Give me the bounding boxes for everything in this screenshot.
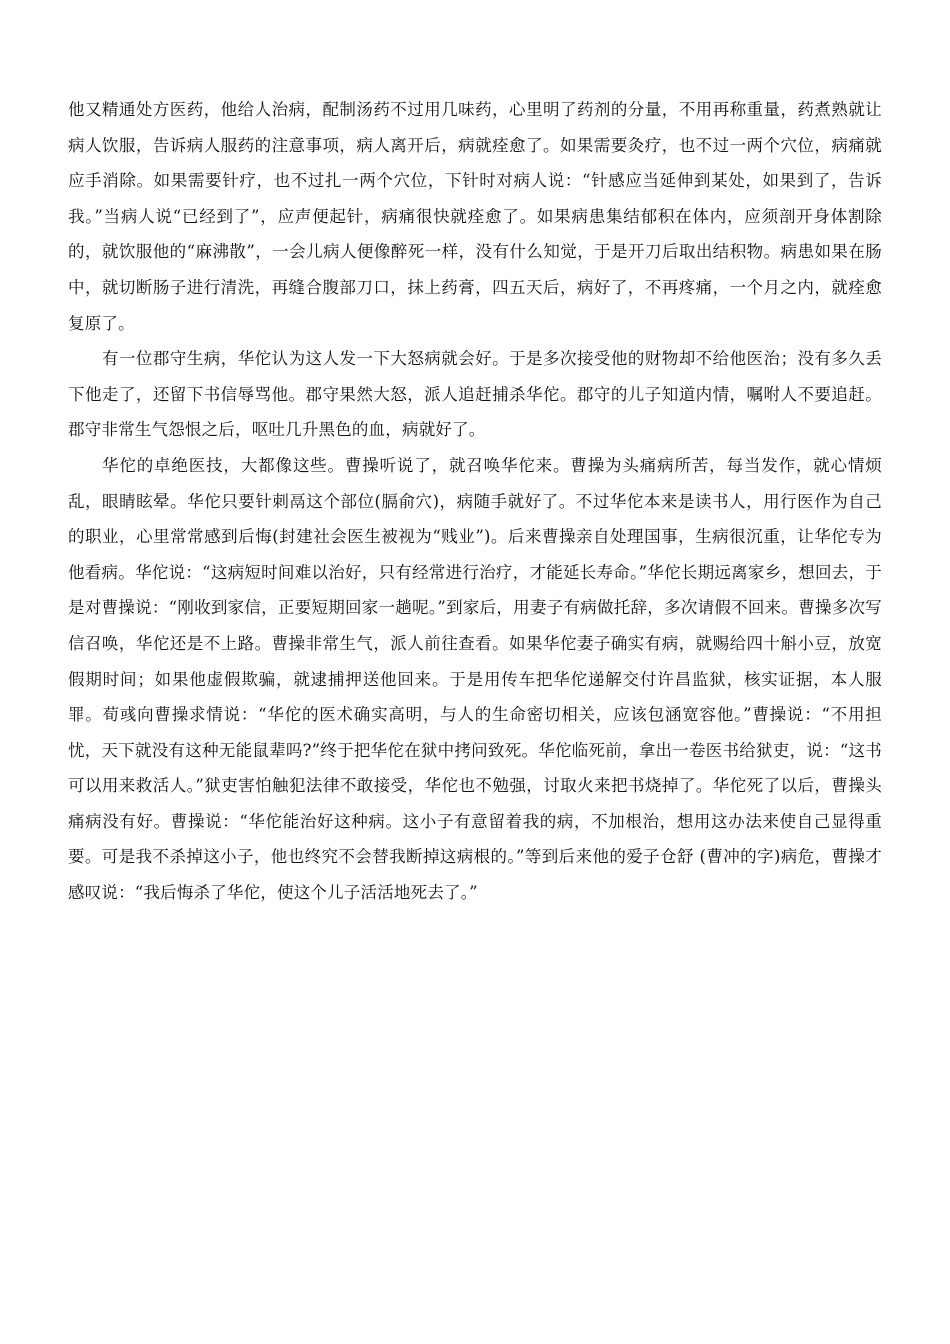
paragraph-prefect-anger: 有一位郡守生病，华佗认为这人发一下大怒病就会好。于是多次接受他的财物却不给他医治；没有多久丢下他走了，还留下书信辱骂他。郡守果然大怒，派人追赶捕杀华佗。郡守的儿子知道内情，嘱咐人不要追赶。郡守非常生气怨恨之后，呕吐几升黑色的血，病就好了。: [68, 349, 882, 440]
paragraph-cao-cao: 华佗的卓绝医技，大都像这些。曹操听说了，就召唤华佗来。曹操为头痛病所苦，每当发作，就心情烦乱，眼睛眩晕。华佗只要针刺鬲这个部位(膈俞穴)，病随手就好了。不过华佗本来是读书人，用行医作为自己的职业，心里常常感到后悔(封建社会医生被视为“贱业”)。后来曹操亲自处理国事，生病很沉重，让华佗专为他看病。华佗说：“这病短时间难以治好，只有经常进行治疗，才能延长寿命。”华佗长期远离家乡，想回去，于是对曹操说：“刚收到家信，正要短期回家一趟呢。”到家后，用妻子有病做托辞，多次请假不回来。曹操多次写信召唤，华佗还是不上路。曹操非常生气，派人前往查看。如果华佗妻子确实有病，就赐给四十斛小豆，放宽假期时间；如果他虚假欺骗，就逮捕押送他回来。于是用传车把华佗递解交付许昌监狱，核实证据，本人服罪。荀彧向曹操求情说：“华佗的医术确实高明，与人的生命密切相关，应该包涵宽容他。”曹操说：“不用担忧，天下就没有这种无能鼠辈吗?”终于把华佗在狱中拷问致死。华佗临死前，拿出一卷医书给狱吏，说：“这书可以用来救活人。”狱吏害怕触犯法律不敢接受，华佗也不勉强，讨取火来把书烧掉了。华佗死了以后，曹操头痛病没有好。曹操说：“华佗能治好这种病。这小子有意留着我的病，不加根治，想用这办法来使自己显得重要。可是我不杀掉这小子，他也终究不会替我断掉这病根的。”等到后来他的爱子仓舒 (曹冲的字)病危，曹操才感叹说：“我后悔杀了华佗，使这个儿子活活地死去了。”: [68, 455, 882, 903]
document-body: [68, 92, 882, 911]
paragraph-hua-tuo-treatments: 他又精通处方医药，他给人治病，配制汤药不过用几味药，心里明了药剂的分量，不用再称重量，药煮熟就让病人饮服，告诉病人服药的注意事项，病人离开后，病就痊愈了。如果需要灸疗，也不过一两个穴位，病痛就应手消除。如果需要针疗，也不过扎一两个穴位，下针时对病人说：“针感应当延伸到某处，如果到了，告诉我。”当病人说“已经到了”，应声便起针，病痛很快就痊愈了。如果病患集结郁积在体内，应须剖开身体割除的，就饮服他的“麻沸散”，一会儿病人便像醉死一样，没有什么知觉，于是开刀后取出结积物。病患如果在肠中，就切断肠子进行清洗，再缝合腹部刀口，抹上药膏，四五天后，病好了，不再疼痛，一个月之内，就痊愈复原了。: [68, 100, 882, 333]
